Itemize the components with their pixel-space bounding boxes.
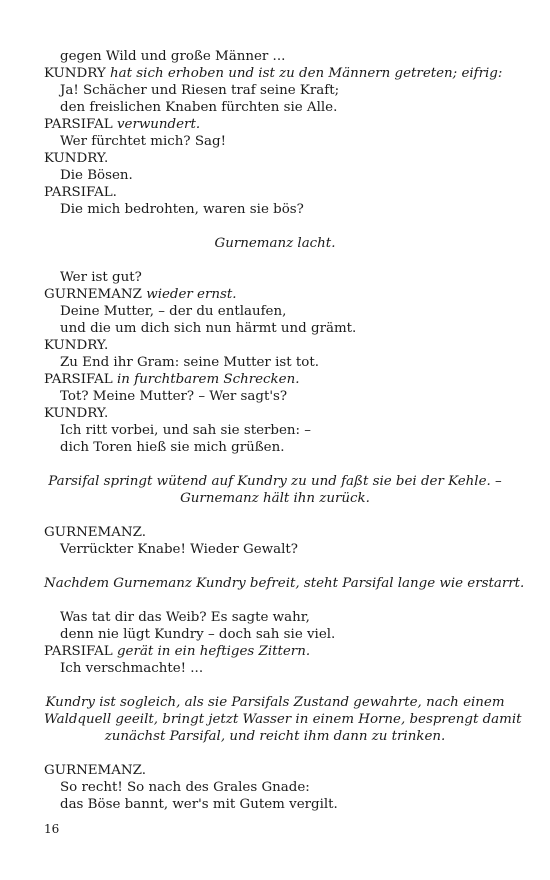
verse-line: Tot? Meine Mutter? – Wer sagt's? (60, 389, 288, 404)
verse-line: denn nie lügt Kundry – doch sah sie viel. (60, 627, 336, 642)
verse-line: Wer ist gut? (60, 270, 142, 285)
speaker-name: GURNEMANZ (44, 287, 142, 302)
stage-direction: Waldquell geeilt, bringt jetzt Wasser in einem Horne, besprengt damit (44, 712, 522, 727)
verse-line: So recht! So nach des Grales Gnade: (60, 780, 310, 795)
stage-direction: zunächst Parsifal, und reicht ihm dann zu trinken. (104, 729, 446, 744)
speaker-line (44, 762, 506, 779)
speaker-line (44, 116, 506, 133)
verse-line: gegen Wild und große Männer ... (60, 49, 286, 64)
stage-direction: gerät in ein heftiges Zittern. (116, 644, 311, 659)
speaker-name: GURNEMANZ. (44, 763, 146, 778)
verse-line: Die mich bedrohten, waren sie bös? (60, 202, 304, 217)
speaker-line (44, 643, 506, 660)
verse-line: Was tat dir das Weib? Es sagte wahr, (60, 610, 310, 625)
stage-direction: hat sich erhoben und ist zu den Männern getreten; eifrig: (110, 66, 503, 81)
page-number: 16 (44, 822, 60, 836)
speaker-line (44, 184, 506, 201)
speaker-name: PARSIFAL (44, 117, 113, 132)
speaker-name: PARSIFAL (44, 644, 113, 659)
stage-direction: Gurnemanz lacht. (214, 236, 336, 251)
stage-direction: in furchtbarem Schrecken. (116, 372, 300, 387)
verse-line: und die um dich sich nun härmt und grämt. (60, 321, 357, 336)
speaker-name: KUNDRY. (44, 406, 109, 421)
stage-direction: Kundry ist sogleich, als sie Parsifals Zustand gewahrte, nach einem (45, 695, 505, 710)
speaker-line (44, 371, 506, 388)
speaker-name: KUNDRY. (44, 338, 109, 353)
verse-line: Wer fürchtet mich? Sag! (60, 134, 226, 149)
verse-line: Zu End ihr Gram: seine Mutter ist tot. (60, 355, 319, 370)
stage-direction: Nachdem Gurnemanz Kundry befreit, steht Parsifal lange wie erstarrt. (44, 576, 525, 591)
speaker-line (44, 150, 506, 167)
speaker-name: PARSIFAL (44, 372, 113, 387)
speaker-name: GURNEMANZ. (44, 525, 146, 540)
speaker-line (44, 337, 506, 354)
speaker-name: KUNDRY. (44, 151, 109, 166)
verse-line: das Böse bannt, wer's mit Gutem vergilt. (60, 797, 338, 812)
stage-direction: Gurnemanz hält ihn zurück. (180, 491, 370, 506)
speaker-line (44, 524, 506, 541)
speaker-name: PARSIFAL. (44, 185, 117, 200)
verse-line: Ja! Schächer und Riesen traf seine Kraft; (60, 83, 340, 98)
stage-direction: verwundert. (116, 117, 201, 132)
speaker-name: KUNDRY (44, 66, 106, 81)
verse-line: Die Bösen. (60, 168, 133, 183)
speaker-line (44, 286, 506, 303)
verse-line: den freislichen Knaben fürchten sie Alle. (60, 100, 338, 115)
speaker-line (44, 405, 506, 422)
verse-line: Verrückter Knabe! Wieder Gewalt? (60, 542, 298, 557)
verse-line: dich Toren hieß sie mich grüßen. (60, 440, 285, 455)
stage-direction: Parsifal springt wütend auf Kundry zu und faßt sie bei der Kehle. – (48, 474, 502, 489)
speaker-line (44, 65, 506, 82)
stage-direction: wieder ernst. (146, 287, 237, 302)
verse-line: Deine Mutter, – der du entlaufen, (60, 304, 287, 319)
verse-line: Ich verschmachte! ... (60, 661, 204, 676)
verse-line: Ich ritt vorbei, und sah sie sterben: – (60, 423, 312, 438)
